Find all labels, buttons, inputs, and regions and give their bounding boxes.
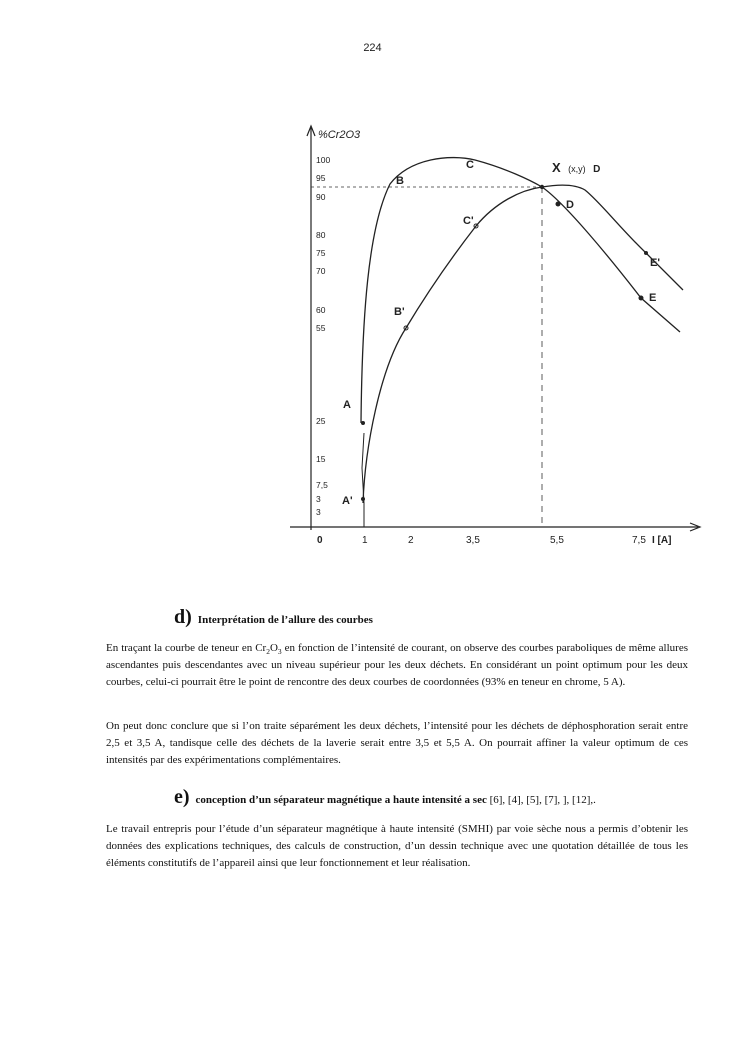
y-tick-label: 95: [316, 173, 326, 183]
y-tick-label: 15: [316, 454, 326, 464]
section-e-refs: [6], [4], [5], [7], ], [12],.: [486, 794, 596, 806]
x-tick-label: 5,5: [550, 535, 564, 546]
point-label-b: B: [396, 175, 404, 187]
x-tick-label: 1: [362, 535, 368, 546]
section-d-title: Interprétation de l’allure des courbes: [197, 614, 373, 626]
point-label-c: C: [466, 159, 474, 171]
point-marker-a: [361, 421, 365, 425]
section-e-heading: [174, 786, 596, 809]
point-marker-a-prime: [361, 497, 365, 501]
intersection-label: [552, 159, 600, 176]
point-marker-x: [540, 185, 544, 189]
x-tick-label: 0: [317, 535, 323, 546]
intersection-coords: (x,y): [568, 164, 586, 174]
section-e-letter: e): [174, 786, 190, 808]
point-label-c-prime: C': [463, 215, 474, 227]
y-tick-label: 70: [316, 266, 326, 276]
point-label-b-prime: B': [394, 306, 405, 318]
paragraph-smhi: Le travail entrepris pour l’étude d’un séparateur magnétique à haute intensité (SMHI) par voie sèche nous a permis d’obtenir les données des explications techniques, des calculs de construction, d’un dessin technique avec une quotation détaillée de tous les éléments constitutifs de l’appareil ainsi que leur fonctionnement et leur réalisation.: [106, 823, 688, 869]
y-tick-labels: [316, 155, 330, 517]
x-tick-label: 3,5: [466, 535, 480, 546]
point-label-a: A: [343, 399, 351, 411]
x-axis-title: I [A]: [652, 535, 672, 546]
x-tick-labels: [317, 535, 646, 546]
x-tick-label: 2: [408, 535, 414, 546]
y-tick-label: 3: [316, 494, 321, 504]
para1-mid: O: [269, 642, 278, 654]
chart-figure: [280, 118, 710, 558]
y-tick-label: 60: [316, 305, 326, 315]
y-tick-label: 3: [316, 507, 321, 517]
y-tick-label: 7,5: [316, 480, 328, 490]
point-marker-d: [556, 202, 561, 207]
para1-sub1: 2: [266, 647, 270, 657]
x-tick-label: 7,5: [632, 535, 646, 546]
y-tick-label: 90: [316, 192, 326, 202]
section-d-letter: d): [174, 606, 192, 628]
y-tick-label: 55: [316, 323, 326, 333]
para1-post: en fonction de l’intensité de courant, on observe des courbes paraboliques de même allures ascendantes puis descendantes avec un niveau supérieur pour les deux déchets. En considérant un point optimum pour les deux courbes, celui-ci pourrait être le point de rencontre des deux courbes de coordonnées (93% en teneur en chrome, 5 A).: [106, 642, 688, 688]
curve-upper-tail: [362, 433, 364, 527]
para1-sub2: 3: [277, 647, 282, 657]
page-number: 224: [363, 42, 382, 54]
point-label-a-prime: A': [342, 495, 353, 507]
y-tick-label: 100: [316, 155, 331, 165]
section-e-title: conception d’un séparateur magnétique a haute intensité a sec: [195, 794, 487, 806]
y-tick-label: 25: [316, 416, 326, 426]
intersection-letter: X: [552, 160, 561, 175]
point-marker-e-prime: [644, 251, 648, 255]
curve-upper: [361, 158, 680, 423]
point-markers: [361, 185, 648, 501]
y-tick-label: 75: [316, 248, 326, 258]
para1-pre: En traçant la courbe de teneur en Cr: [106, 642, 267, 654]
paragraph-conclusion: On peut donc conclure que si l’on traite séparément les deux déchets, l’intensité pour les déchets de déphosphoration serait entre 2,5 et 3,5 A, tandisque celle des déchets de la laverie serait entre 3,5 et 5,5 A. On pourrait affiner la valeur optimum de ces intensités par des expérimentations complémentaires.: [106, 720, 688, 766]
section-d-heading: [174, 606, 373, 629]
y-axis-title: %Cr2O3: [318, 129, 361, 141]
point-marker-e: [639, 296, 644, 301]
intersection-extra: D: [593, 164, 601, 175]
point-label-e-prime: E': [650, 257, 660, 269]
point-label-e: E: [649, 292, 657, 304]
paragraph-interpretation: [106, 640, 688, 691]
y-tick-label: 80: [316, 230, 326, 240]
point-label-d: D: [566, 199, 574, 211]
curve-lower: [363, 185, 683, 503]
